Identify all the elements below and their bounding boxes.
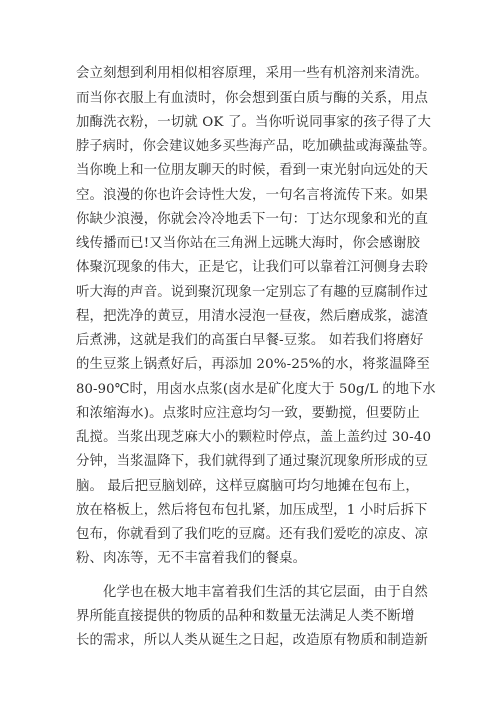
text-line-6: 空。浪漫的你也许会诗性大发，一句名言将流传下来。如果	[76, 188, 429, 203]
text-line-3: 加酶洗衣粉，一切就 OK 了。当你听说同事家的孩子得了大	[76, 115, 432, 130]
text-line-2: 而当你衣服上有血渍时，你会想到蛋白质与酶的关系，用点	[76, 91, 429, 106]
text-line-1: 会立刻想到利用相似相容原理，采用一些有机溶剂来清洗。	[76, 66, 429, 81]
text-line-15: 和浓缩海水)。点浆时应注意均匀一致，要勤搅，但要防止	[76, 406, 420, 421]
text-line-8: 线传播而已!又当你站在三角洲上远眺大海时，你会感谢胶	[76, 236, 421, 251]
text-line-16: 乱搅。当浆出现芝麻大小的颗粒时停点，盖上盖约过 30-40	[76, 430, 432, 445]
text-line-14: 80-90℃时，用卤水点浆(卤水是矿化度大于 50g/L 的地下水	[76, 382, 436, 397]
text-line-24: 长的需求，所以人类从诞生之日起，改造原有物质和制造新	[76, 633, 429, 648]
text-line-18: 脑。 最后把豆脑划碎，这样豆腐脑可均匀地摊在包布上，	[76, 479, 419, 494]
text-line-7: 你缺少浪漫，你就会冷冷地丢下一句：丁达尔现象和光的直	[76, 212, 429, 227]
text-line-5: 当你晚上和一位朋友聊天的时候，看到一束光射向远处的天	[76, 163, 429, 178]
text-line-20: 包布，你就看到了我们吃的豆腐。还有我们爱吃的凉皮、凉	[76, 527, 429, 542]
paragraph-indent-line-22: 化学也在极大地丰富着我们生活的其它层面，由于自然	[103, 585, 428, 600]
text-line-13: 的生豆浆上锅煮好后，再添加 20%-25%的水，将浆温降至	[76, 357, 430, 372]
text-line-10: 听大海的声音。说到聚沉现象一定别忘了有趣的豆腐制作过	[76, 285, 429, 300]
text-line-12: 后煮沸，这就是我们的高蛋白早餐-豆浆。 如若我们将磨好	[76, 333, 424, 348]
text-line-23: 界所能直接提供的物质的品种和数量无法满足人类不断增	[76, 609, 415, 624]
text-line-11: 程，把洗净的黄豆，用清水浸泡一昼夜，然后磨成浆，滤渣	[76, 309, 429, 324]
text-line-4: 脖子病时，你会建议她多买些海产品，吃加碘盐或海藻盐等。	[76, 139, 436, 154]
text-line-21: 粉、肉冻等，无不丰富着我们的餐桌。	[76, 551, 307, 566]
text-line-19: 放在格板上，然后将包布包扎紧，加压成型，1 小时后拆下	[76, 503, 428, 518]
text-line-9: 体聚沉现象的伟大，正是它，让我们可以靠着江河侧身去聆	[76, 260, 429, 275]
text-line-17: 分钟，当浆温降下，我们就得到了通过聚沉现象所形成的豆	[76, 454, 429, 469]
